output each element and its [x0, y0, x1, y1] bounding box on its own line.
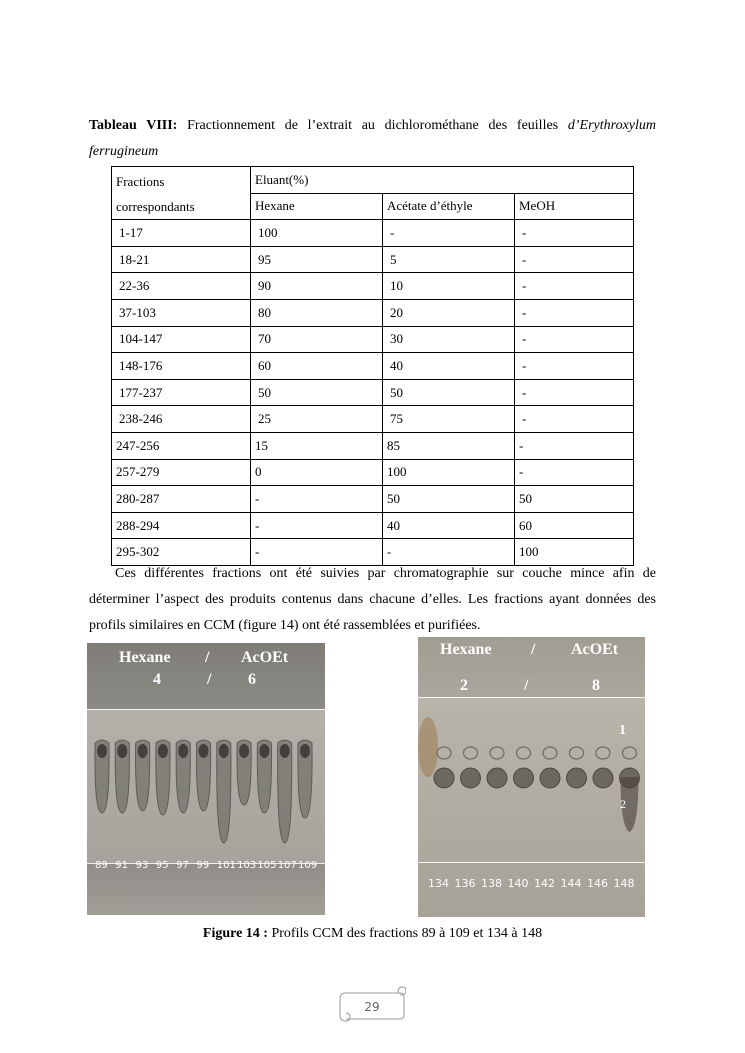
- plate-right-fraction-label: 144: [560, 877, 582, 890]
- table-caption: [89, 113, 656, 165]
- cell-meoh: 60: [515, 512, 634, 539]
- cell-hexane: 25: [251, 406, 383, 433]
- figure-caption-text: Profils CCM des fractions 89 à 109 et 134 à 148: [267, 926, 543, 941]
- plate-right-fraction-label: 136: [454, 877, 476, 890]
- tlc-spot-core: [97, 744, 107, 758]
- cell-hexane: 15: [251, 432, 383, 459]
- plate-left-solvent2: AcOEt: [241, 649, 289, 666]
- cell-acetate: 50: [383, 486, 515, 513]
- header-eluant: Eluant(%): [251, 167, 634, 194]
- tlc-spot-upper: [543, 747, 557, 759]
- plate-left-fraction-labels: [87, 858, 325, 878]
- tlc-spot-upper: [464, 747, 478, 759]
- tlc-spot-core: [117, 744, 127, 758]
- tlc-plate-left: [87, 643, 325, 915]
- cell-hexane: 100: [251, 220, 383, 247]
- cell-hexane: 80: [251, 299, 383, 326]
- table-caption-species: d’Erythroxylum ferrugineum: [89, 118, 657, 159]
- cell-fractions: 238-246: [112, 406, 251, 433]
- tlc-spot-upper: [570, 747, 584, 759]
- tlc-spot-upper: [623, 747, 637, 759]
- plate-right-fraction-label: 146: [587, 877, 608, 890]
- tlc-spot-lower: [434, 768, 454, 788]
- plate-right-ratio2: 8: [592, 677, 600, 694]
- plate-left-fraction-label: 101: [216, 860, 236, 871]
- header-acetate: Acétate d’éthyle: [383, 193, 515, 220]
- tlc-spot-lower: [461, 768, 481, 788]
- tlc-plate-right: [418, 637, 645, 917]
- cell-meoh: 100: [515, 539, 634, 566]
- cell-hexane: 95: [251, 246, 383, 273]
- cell-acetate: -: [383, 220, 515, 247]
- body-paragraph: Ces différentes fractions ont été suivies par chromatographie sur couche mince afin de déterminer l’aspect des produits contenus dans chacune d’elles. Les fractions ayant données des profils similaires en CCM (figure 14) ont été rassemblées et purifiées.: [89, 566, 656, 633]
- cell-meoh: -: [515, 353, 634, 380]
- cell-fractions: 148-176: [112, 353, 251, 380]
- tlc-spot-upper: [517, 747, 531, 759]
- cell-meoh: -: [515, 246, 634, 273]
- cell-hexane: 70: [251, 326, 383, 353]
- plate-right-solvent2: AcOEt: [571, 641, 619, 658]
- cell-hexane: 90: [251, 273, 383, 300]
- tlc-spot-lower: [487, 768, 507, 788]
- plate-right-ratio1: 2: [460, 677, 468, 694]
- plate-right-ratio-slash: /: [524, 677, 529, 694]
- plate-right-fraction-label: 148: [613, 877, 635, 890]
- header-hexane: Hexane: [251, 193, 383, 220]
- cell-hexane: -: [251, 539, 383, 566]
- plate-left-solvent: Hexane: [119, 649, 171, 666]
- plate-right-spot2-label: 2: [620, 797, 626, 811]
- cell-fractions: 288-294: [112, 512, 251, 539]
- cell-meoh: -: [515, 299, 634, 326]
- table-row: [112, 512, 634, 539]
- plate-right-fraction-label: 134: [428, 877, 449, 890]
- cell-hexane: 0: [251, 459, 383, 486]
- tlc-spot-lower: [567, 768, 587, 788]
- cell-acetate: 40: [383, 512, 515, 539]
- plate-left-fraction-label: 107: [277, 860, 297, 871]
- cell-acetate: 10: [383, 273, 515, 300]
- table-row: [112, 299, 634, 326]
- cell-meoh: -: [515, 273, 634, 300]
- cell-fractions: 1-17: [112, 220, 251, 247]
- header-fractions: Fractions correspondants: [112, 167, 251, 220]
- plate-right-solvent: Hexane: [440, 641, 492, 658]
- tlc-spot-core: [259, 744, 269, 758]
- plate-right-fraction-label: 142: [534, 877, 555, 890]
- plate-left-slash: /: [205, 649, 210, 666]
- table-row: [112, 326, 634, 353]
- cell-hexane: 60: [251, 353, 383, 380]
- tlc-spot-upper: [437, 747, 451, 759]
- cell-acetate: 50: [383, 379, 515, 406]
- plate-right-fraction-label: 138: [481, 877, 502, 890]
- cell-fractions: 257-279: [112, 459, 251, 486]
- cell-acetate: 40: [383, 353, 515, 380]
- tlc-spot-upper: [490, 747, 504, 759]
- plate-right-fraction-label: 140: [507, 877, 529, 890]
- plate-left-fraction-label: 91: [115, 860, 129, 871]
- cell-meoh: -: [515, 379, 634, 406]
- table-row: [112, 486, 634, 513]
- cell-fractions: 37-103: [112, 299, 251, 326]
- cell-meoh: -: [515, 406, 634, 433]
- tlc-spot-lower: [540, 768, 560, 788]
- figure-caption: [0, 926, 745, 942]
- tlc-spot-core: [158, 744, 168, 758]
- cell-fractions: 22-36: [112, 273, 251, 300]
- header-meoh: MeOH: [515, 193, 634, 220]
- cell-acetate: 20: [383, 299, 515, 326]
- table-row: [112, 406, 634, 433]
- plate-left-ratio1: 4: [153, 671, 161, 688]
- tlc-spot-upper: [596, 747, 610, 759]
- plate-left-fraction-label: 89: [95, 860, 108, 871]
- tlc-spot-core: [138, 744, 148, 758]
- table-row: [112, 459, 634, 486]
- cell-fractions: 104-147: [112, 326, 251, 353]
- plate-left-fraction-label: 99: [196, 860, 210, 871]
- plate-left-fraction-label: 93: [135, 860, 149, 871]
- tlc-spot-core: [178, 744, 188, 758]
- cell-fractions: 177-237: [112, 379, 251, 406]
- table-row: [112, 432, 634, 459]
- cell-acetate: 100: [383, 459, 515, 486]
- table-row: [112, 379, 634, 406]
- plate-left-fraction-label: 109: [298, 860, 318, 871]
- table-header-row: [112, 167, 634, 194]
- cell-fractions: 295-302: [112, 539, 251, 566]
- cell-meoh: -: [515, 459, 634, 486]
- cell-hexane: -: [251, 512, 383, 539]
- plate-stain: [418, 717, 438, 777]
- cell-meoh: 50: [515, 486, 634, 513]
- cell-acetate: -: [383, 539, 515, 566]
- tlc-spot-core: [219, 744, 229, 758]
- tlc-spot-lower: [593, 768, 613, 788]
- table-row: [112, 273, 634, 300]
- table-row: [112, 353, 634, 380]
- plate-left-fraction-label: 97: [176, 860, 189, 871]
- tlc-spot-core: [300, 744, 310, 758]
- tlc-spot-core: [199, 744, 209, 758]
- cell-acetate: 5: [383, 246, 515, 273]
- cell-meoh: -: [515, 326, 634, 353]
- figure-caption-label: Figure 14 :: [202, 926, 268, 941]
- fractionation-table: [111, 166, 634, 566]
- cell-acetate: 30: [383, 326, 515, 353]
- cell-fractions: 247-256: [112, 432, 251, 459]
- plate-left-fraction-label: 105: [257, 860, 277, 871]
- cell-meoh: -: [515, 220, 634, 247]
- table-caption-text: Fractionnement de l’extrait au dichlorométhane des feuilles: [177, 118, 568, 133]
- table-row: [112, 246, 634, 273]
- cell-meoh: -: [515, 432, 634, 459]
- cell-acetate: 75: [383, 406, 515, 433]
- page-number: 29: [364, 1000, 380, 1014]
- cell-hexane: -: [251, 486, 383, 513]
- cell-acetate: 85: [383, 432, 515, 459]
- cell-hexane: 50: [251, 379, 383, 406]
- table-row: [112, 220, 634, 247]
- cell-fractions: 18-21: [112, 246, 251, 273]
- plate-left-ratio2: 6: [248, 671, 256, 688]
- plate-right-fraction-labels: [418, 875, 645, 895]
- tlc-spot-core: [280, 744, 290, 758]
- plate-left-ratio-slash: /: [207, 671, 212, 688]
- tlc-spot-lower: [514, 768, 534, 788]
- table-caption-label: Tableau VIII:: [89, 118, 178, 133]
- cell-fractions: 280-287: [112, 486, 251, 513]
- tlc-spot-core: [239, 744, 249, 758]
- plate-right-slash: /: [531, 641, 536, 658]
- plate-right-spot1-label: 1: [619, 723, 626, 738]
- plate-left-fraction-label: 95: [155, 860, 169, 871]
- plate-left-fraction-label: 103: [237, 860, 257, 871]
